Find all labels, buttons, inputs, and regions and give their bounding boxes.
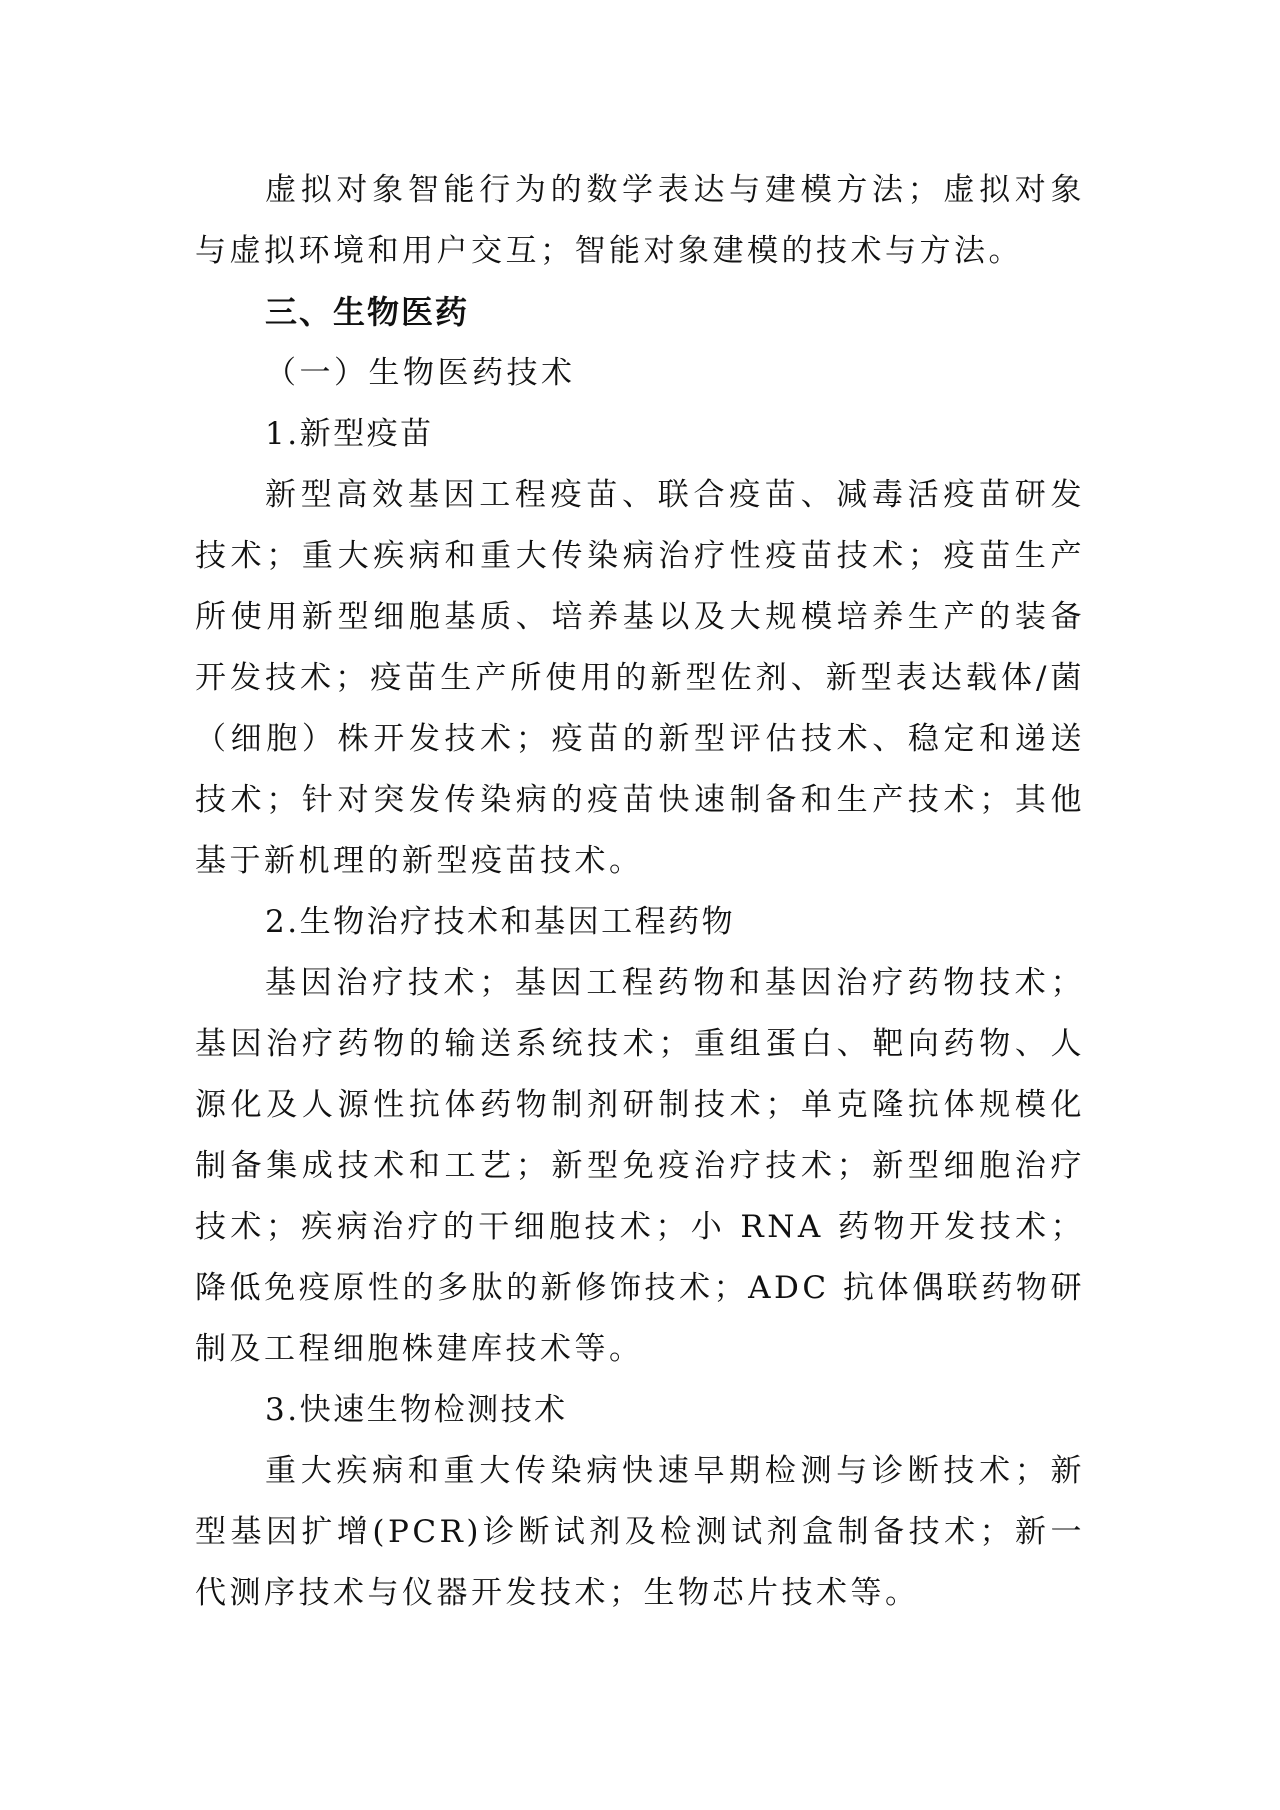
- paragraph-biotherapy: 基因治疗技术；基因工程药物和基因治疗药物技术；基因治疗药物的输送系统技术；重组蛋白、靶向药物、人源化及人源性抗体药物制剂研制技术；单克隆抗体规模化制备集成技术和工艺；新型免疫治疗技术；新型细胞治疗技术；疾病治疗的干细胞技术；小 RNA 药物开发技术；降低免疫原性的多肽的新修饰技术；ADC 抗体偶联药物研制及工程细胞株建库技术等。: [195, 965, 1085, 1367]
- item-heading-biotherapy: 2.生物治疗技术和基因工程药物: [265, 904, 736, 940]
- paragraph-virtual-object-modeling: 虚拟对象智能行为的数学表达与建模方法；虚拟对象与虚拟环境和用户交互；智能对象建模的技术与方法。: [195, 172, 1085, 269]
- item-heading-rapid-detection: 3.快速生物检测技术: [265, 1392, 568, 1428]
- paragraph-new-vaccines: 新型高效基因工程疫苗、联合疫苗、减毒活疫苗研发技术；重大疾病和重大传染病治疗性疫苗技术；疫苗生产所使用新型细胞基质、培养基以及大规模培养生产的装备开发技术；疫苗生产所使用的新型佐剂、新型表达载体/菌（细胞）株开发技术；疫苗的新型评估技术、稳定和递送技术；针对突发传染病的疫苗快速制备和生产技术；其他基于新机理的新型疫苗技术。: [195, 477, 1085, 879]
- subsection-heading-biomedicine-tech: （一）生物医药技术: [265, 355, 576, 391]
- paragraph-rapid-detection: 重大疾病和重大传染病快速早期检测与诊断技术；新型基因扩增(PCR)诊断试剂及检测试剂盒制备技术；新一代测序技术与仪器开发技术；生物芯片技术等。: [195, 1453, 1085, 1611]
- section-heading-biomedicine: 三、生物医药: [265, 293, 470, 331]
- document-page: [195, 160, 1085, 1624]
- item-heading-new-vaccines: 1.新型疫苗: [265, 416, 434, 452]
